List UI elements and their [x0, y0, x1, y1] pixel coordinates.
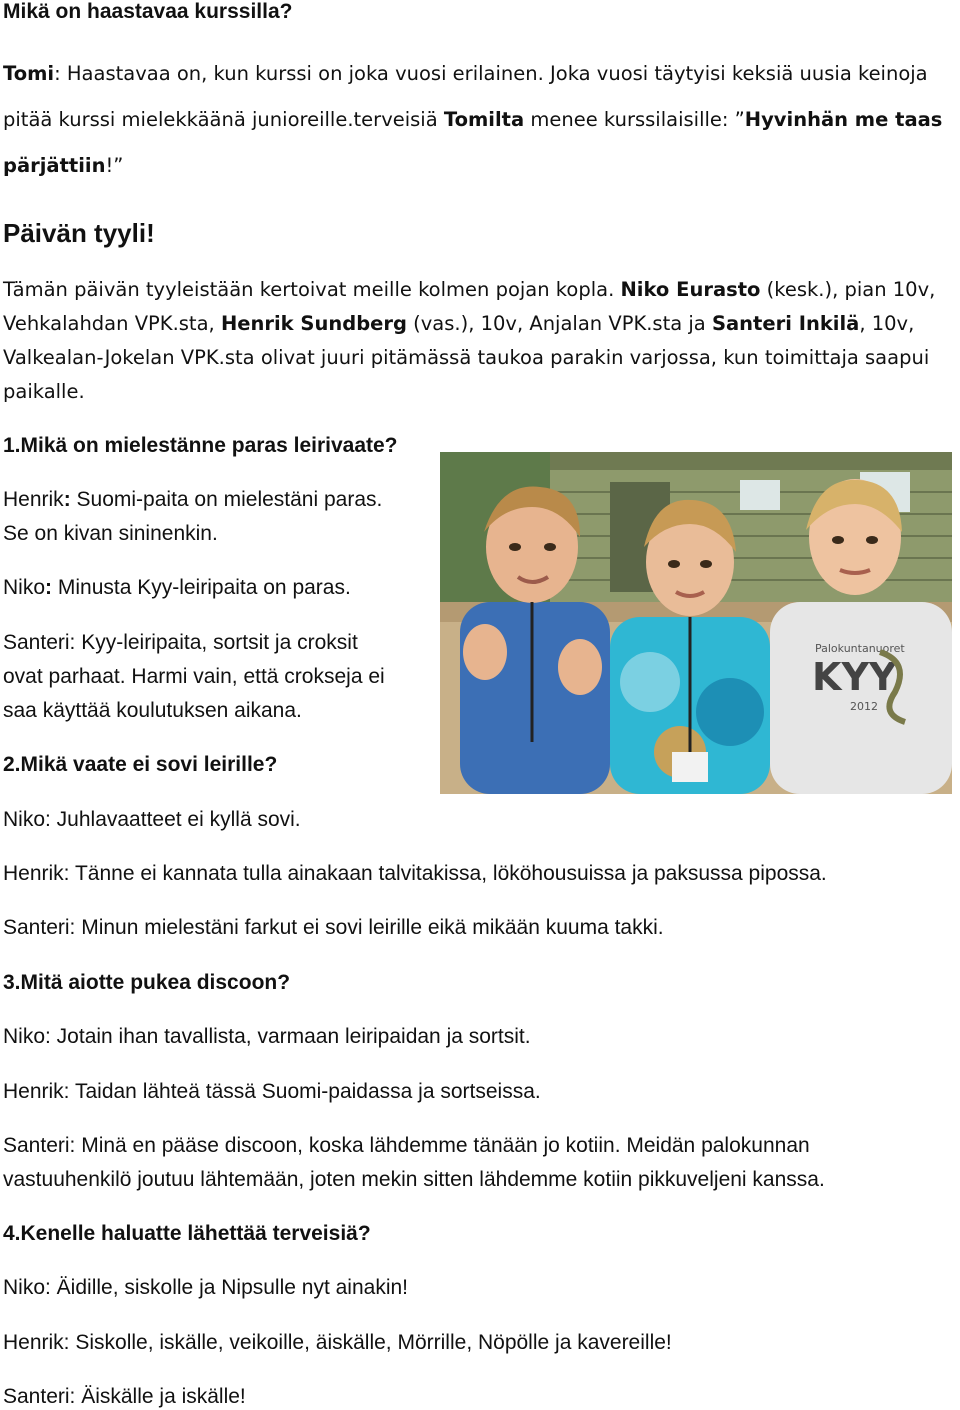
barrack-roof: [550, 452, 952, 470]
text: Tämän päivän tyyleistään kertoivat meille kolmen pojan kopla.: [3, 278, 621, 301]
paragraph-tomi-line3: [3, 154, 123, 177]
answer-santeri-1c: saa käyttää koulutuksen aikana.: [3, 699, 302, 722]
text: Minusta Kyy-leiripaita on paras.: [52, 576, 351, 599]
name-tomilta: Tomilta: [443, 108, 525, 131]
shirt-brand-text: Palokuntanuoret: [815, 642, 905, 655]
paragraph-tomi-line2: [3, 108, 942, 131]
answer-santeri-3b: vastuuhenkilö joutuu lähtemään, joten mekin sitten lähdemme kotiin pikkuveljeni kanssa.: [3, 1168, 825, 1191]
answer-henrik-3: Henrik: Taidan lähteä tässä Suomi-paidassa ja sortseissa.: [3, 1080, 541, 1103]
answer-santeri-4: Santeri: Äiskälle ja iskälle!: [3, 1385, 246, 1408]
shirt-year-text: 2012: [850, 700, 878, 713]
question-1: 1.Mikä on mielestänne paras leirivaate?: [3, 434, 398, 457]
shirt-logo-text: KYY: [812, 655, 897, 699]
intro-line4: paikalle.: [3, 380, 85, 403]
question-2: 2.Mikä vaate ei sovi leirille?: [3, 753, 278, 776]
answer-henrik-1b: Se on kivan sininenkin.: [3, 522, 218, 545]
text: menee kurssilaisille: ”: [524, 108, 745, 131]
name-niko-eurasto: Niko Eurasto: [620, 278, 761, 301]
text: (vas.), 10v, Anjalan VPK.sta ja: [406, 312, 712, 335]
text: :: [45, 576, 53, 599]
answer-niko-4: Niko: Äidille, siskolle ja Nipsulle nyt ainakin!: [3, 1276, 409, 1299]
photo-three-boys: [440, 452, 952, 794]
quote-part2: pärjättiin: [3, 154, 106, 177]
question-4: 4.Kenelle haluatte lähettää terveisiä?: [3, 1222, 371, 1245]
intro-line1: [3, 278, 935, 301]
text: : Haastavaa on, kun kurssi on joka vuosi erilainen. Joka vuosi täytyisi keksiä uusia keinoja: [54, 62, 928, 85]
answer-niko-2: Niko: Juhlavaatteet ei kyllä sovi.: [3, 808, 301, 831]
answer-santeri-1b: ovat parhaat. Harmi vain, että crokseja ei: [3, 665, 385, 688]
question-3: 3.Mitä aiotte pukea discoon?: [3, 971, 291, 994]
photo-illustration: [440, 452, 952, 794]
text: Niko: [3, 576, 46, 599]
heading-challenge: Mikä on haastavaa kurssilla?: [3, 0, 293, 23]
text: , 10v,: [859, 312, 915, 335]
intro-line2: [3, 312, 914, 335]
text: Henrik: [3, 488, 64, 511]
answer-niko-1: [3, 576, 351, 600]
answer-henrik-4: Henrik: Siskolle, iskälle, veikoille, äiskälle, Mörrille, Nöpölle ja kavereille!: [3, 1331, 672, 1354]
heading-style-of-the-day: Päivän tyyli!: [3, 218, 155, 248]
name-tomi: Tomi: [3, 62, 55, 85]
answer-santeri-1a: Santeri: Kyy-leiripaita, sortsit ja croksit: [3, 631, 358, 654]
intro-line3: Valkealan-Jokelan VPK.sta olivat juuri pitämässä taukoa parakin varjossa, kun toimittaja saapui: [3, 346, 930, 369]
text: (kesk.), pian 10v,: [760, 278, 936, 301]
text: pitää kurssi mielekkäänä junioreille.terveisiä: [3, 108, 444, 131]
text: Vehkalahdan VPK.sta,: [3, 312, 221, 335]
paragraph-tomi-line1: [3, 62, 928, 85]
answer-santeri-3a: Santeri: Minä en pääse discoon, koska lähdemme tänään jo kotiin. Meidän palokunnan: [3, 1134, 810, 1157]
quote-part1: Hyvinhän me taas: [744, 108, 943, 131]
answer-henrik-2: Henrik: Tänne ei kannata tulla ainakaan talvitakissa, lököhousuissa ja paksussa pipossa.: [3, 862, 827, 885]
answer-niko-3: Niko: Jotain ihan tavallista, varmaan leiripaidan ja sortsit.: [3, 1025, 531, 1048]
name-henrik-sundberg: Henrik Sundberg: [220, 312, 407, 335]
name-santeri-inkila: Santeri Inkilä: [711, 312, 860, 335]
barrack-window-2: [740, 480, 780, 510]
text: !”: [105, 154, 124, 177]
answer-santeri-2: Santeri: Minun mielestäni farkut ei sovi leirille eikä mikään kuuma takki.: [3, 916, 664, 939]
text: Suomi-paita on mielestäni paras.: [70, 488, 383, 511]
answer-henrik-1a: [3, 488, 382, 512]
text: :: [63, 488, 71, 511]
